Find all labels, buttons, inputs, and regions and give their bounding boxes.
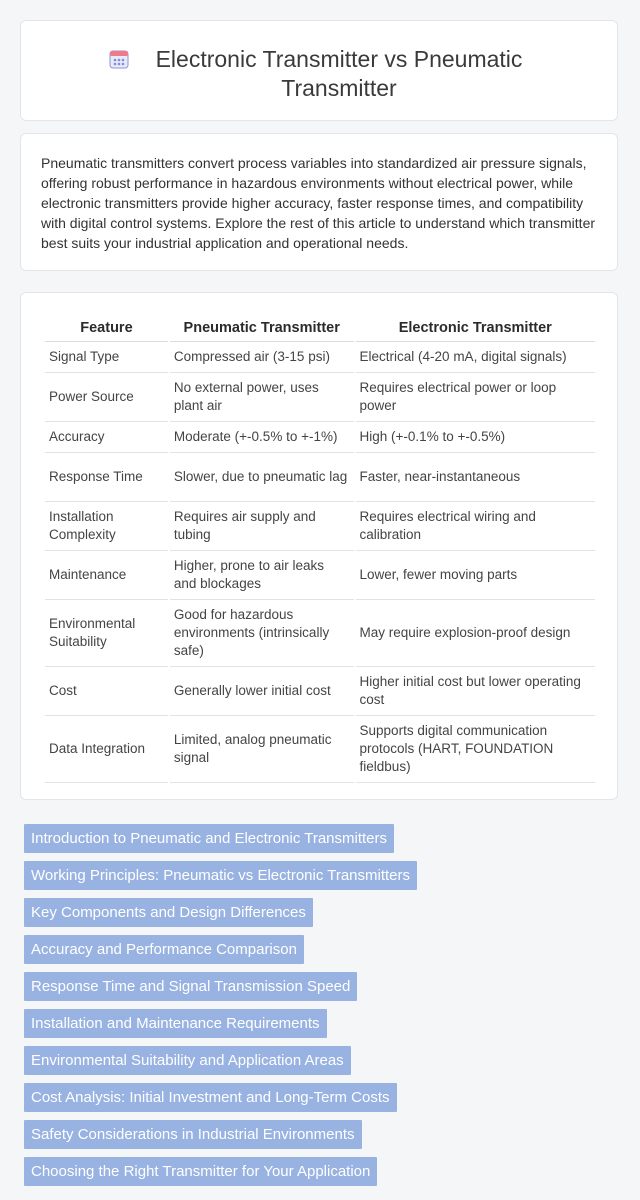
table-cell: Moderate (+-0.5% to +-1%) xyxy=(170,422,354,453)
table-cell: Electrical (4-20 mA, digital signals) xyxy=(356,342,595,373)
table-row xyxy=(45,373,595,422)
toc-link[interactable]: Working Principles: Pneumatic vs Electronic Transmitters xyxy=(24,861,417,890)
table-cell: May require explosion-proof design xyxy=(356,600,595,667)
table-row xyxy=(45,551,595,600)
comparison-table xyxy=(43,315,597,783)
comparison-card xyxy=(20,292,618,800)
table-cell: Response Time xyxy=(45,453,168,502)
table-cell: Slower, due to pneumatic lag xyxy=(170,453,354,502)
page-title: Electronic Transmitter vs Pneumatic Transmitter xyxy=(155,46,523,101)
table-cell: Data Integration xyxy=(45,716,168,783)
header-card xyxy=(20,20,618,121)
title-row xyxy=(21,45,617,103)
table-row xyxy=(45,667,595,716)
calendar-icon xyxy=(107,47,131,71)
table-row xyxy=(45,502,595,551)
table-cell: Compressed air (3-15 psi) xyxy=(170,342,354,373)
table-cell: High (+-0.1% to +-0.5%) xyxy=(356,422,595,453)
table-cell: Maintenance xyxy=(45,551,168,600)
table-cell: Higher initial cost but lower operating cost xyxy=(356,667,595,716)
column-header: Feature xyxy=(45,315,168,342)
toc-link[interactable]: Key Components and Design Differences xyxy=(24,898,313,927)
table-cell: Requires electrical wiring and calibration xyxy=(356,502,595,551)
table-cell: No external power, uses plant air xyxy=(170,373,354,422)
table-row xyxy=(45,453,595,502)
column-header: Pneumatic Transmitter xyxy=(170,315,354,342)
toc-link[interactable]: Response Time and Signal Transmission Speed xyxy=(24,972,357,1001)
table-cell: Supports digital communication protocols (HART, FOUNDATION fieldbus) xyxy=(356,716,595,783)
table-header-row xyxy=(45,315,595,342)
table-row xyxy=(45,342,595,373)
toc-link[interactable]: Choosing the Right Transmitter for Your Application xyxy=(24,1157,377,1186)
table-cell: Higher, prone to air leaks and blockages xyxy=(170,551,354,600)
toc-link[interactable]: Introduction to Pneumatic and Electronic Transmitters xyxy=(24,824,394,853)
toc-link[interactable]: Environmental Suitability and Application Areas xyxy=(24,1046,351,1075)
intro-paragraph: Pneumatic transmitters convert process variables into standardized air pressure signals, offering robust performance in hazardous environments without electrical power, while electronic transmitters provide higher accuracy, faster response times, and compatibility with digital control systems. Explore the rest of this article to understand which transmitter best suits your industrial application and operational needs. xyxy=(41,155,596,251)
table-row xyxy=(45,716,595,783)
table-cell: Signal Type xyxy=(45,342,168,373)
table-cell: Power Source xyxy=(45,373,168,422)
table-cell: Faster, near-instantaneous xyxy=(356,453,595,502)
table-of-contents xyxy=(24,824,417,1194)
table-cell: Environmental Suitability xyxy=(45,600,168,667)
table-cell: Generally lower initial cost xyxy=(170,667,354,716)
intro-card xyxy=(20,133,618,271)
table-row xyxy=(45,600,595,667)
toc-link[interactable]: Cost Analysis: Initial Investment and Long-Term Costs xyxy=(24,1083,397,1112)
table-cell: Good for hazardous environments (intrinsically safe) xyxy=(170,600,354,667)
table-cell: Requires air supply and tubing xyxy=(170,502,354,551)
table-cell: Lower, fewer moving parts xyxy=(356,551,595,600)
toc-link[interactable]: Safety Considerations in Industrial Environments xyxy=(24,1120,362,1149)
column-header: Electronic Transmitter xyxy=(356,315,595,342)
table-cell: Limited, analog pneumatic signal xyxy=(170,716,354,783)
table-cell: Requires electrical power or loop power xyxy=(356,373,595,422)
table-cell: Installation Complexity xyxy=(45,502,168,551)
table-cell: Accuracy xyxy=(45,422,168,453)
toc-link[interactable]: Accuracy and Performance Comparison xyxy=(24,935,304,964)
table-cell: Cost xyxy=(45,667,168,716)
toc-link[interactable]: Installation and Maintenance Requirements xyxy=(24,1009,327,1038)
table-row xyxy=(45,422,595,453)
